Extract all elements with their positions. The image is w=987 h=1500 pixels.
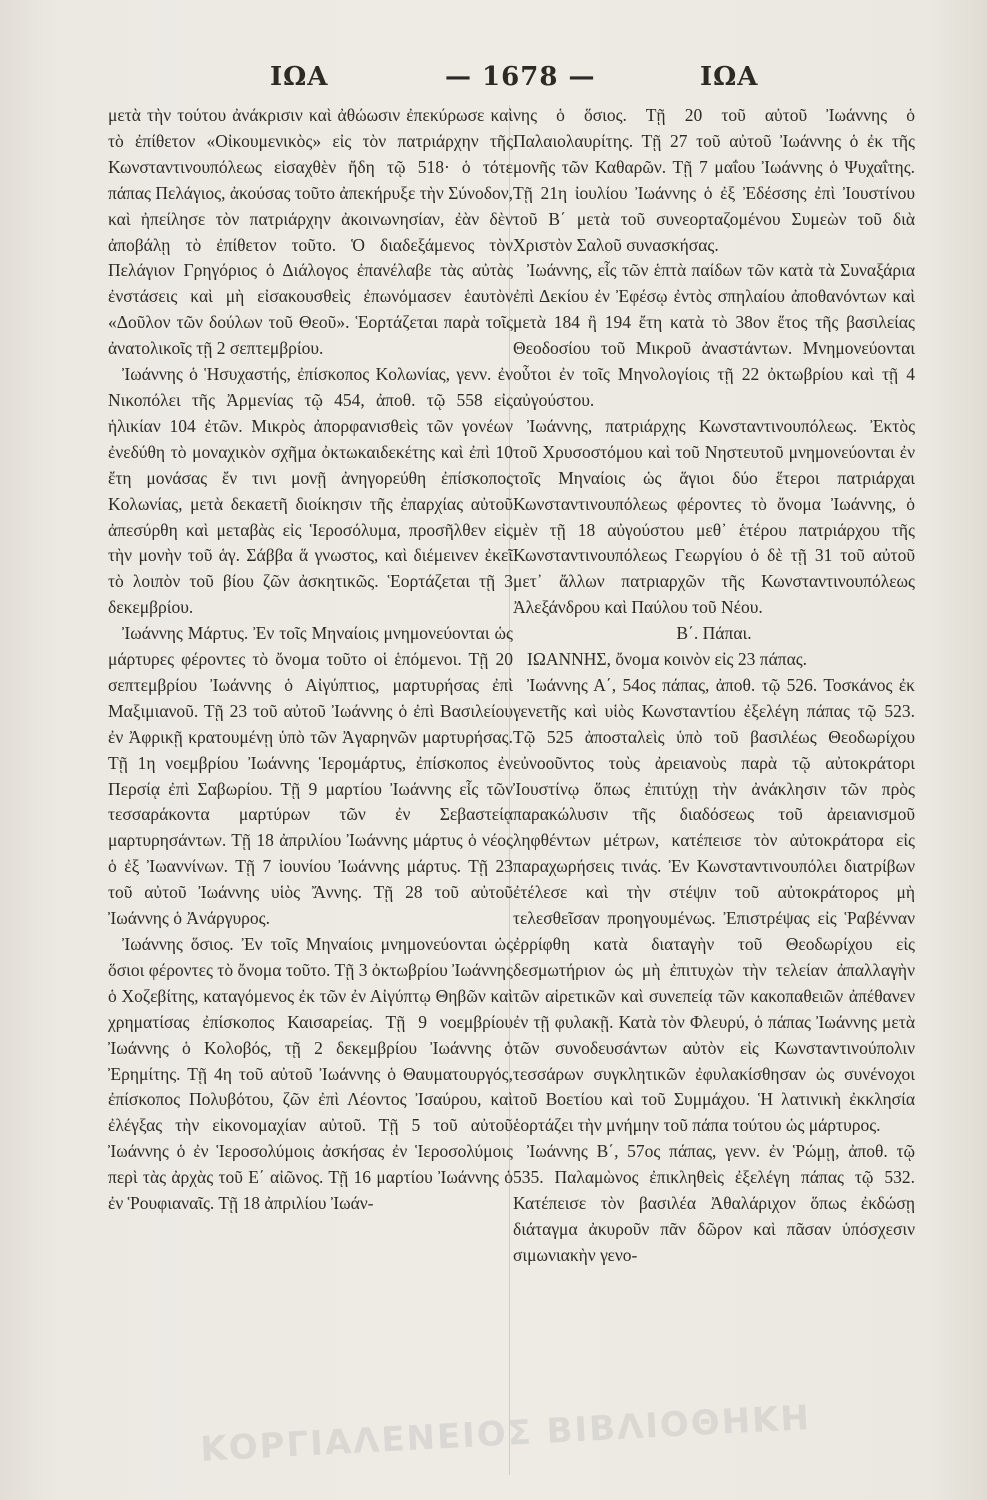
page-number: — 1678 — [445,62,596,92]
paragraph: νης ὁ ὅσιος. Τῇ 20 τοῦ αὐτοῦ Ἰωάννης ὁ Παλαιολαυρίτης. Τῇ 27 τοῦ αὐτοῦ Ἰωάννης ὁ ἐκ τῆς μονῆς τῶν Καθαρῶν. Τῇ 7 μαΐου Ἰωάννης ὁ Ψυχαΐτης. Τῇ 21η ἰουλίου Ἰωάννης ὁ ἐξ Ἐδέσσης ἐπὶ Ἰουστίνου τοῦ Β΄ μετὰ τοῦ συνεορταζομένου Συμεὼν τοῦ διὰ Χριστὸν Σαλοῦ συνασκήσας. [513,105,915,255]
left-column [108,103,513,1217]
section-heading: Β΄. Πάπαι. [676,623,752,644]
paragraph: Ἰωάννης, εἷς τῶν ἑπτὰ παίδων τῶν κατὰ τὰ Συναξάρια ἐπὶ Δεκίου ἐν Ἐφέσῳ ἐντὸς σπηλαίου ἀποθανόντων καὶ μετὰ 184 ἢ 194 ἔτη κατὰ τὸ 38ον ἔτος τῆς βασιλείας Θεοδοσίου τοῦ Μικροῦ ἀναστάντων. Μνημονεύονται οὗτοι ἐν τοῖς Μηνολογίοις τῇ 22 ὀκτωβρίου καὶ τῇ 4 αὐγούστου. [513,260,915,410]
paragraph: Ἰωάννης Μάρτυς. Ἐν τοῖς Μηναίοις μνημονεύονται ὡς μάρτυρες φέροντες τὸ ὄνομα τοῦτο οἱ ἑπόμενοι. Τῇ 20 σεπτεμβρίου Ἰωάννης ὁ Αἰγύπτιος, μαρτυρήσας ἐπὶ Μαξιμιανοῦ. Τῇ 23 τοῦ αὐτοῦ Ἰωάννης ὁ ἐπὶ Βασιλείου ἐν Ἀφρικῇ κρατουμένῃ ὑπὸ τῶν Ἀγαρηνῶν μαρτυρήσας. Τῇ 1η νοεμβρίου Ἰωάννης Ἱερομάρτυς, ἐπίσκοπος ἐν Περσίᾳ ἐπὶ Σαβωρίου. Τῇ 9 μαρτίου Ἰωάννης εἷς τῶν τεσσαράκοντα μαρτύρων τῶν ἐν Σεβαστείᾳ μαρτυρησάντων. Τῇ 18 ἀπριλίου Ἰωάννης μάρτυς ὁ νέος ὁ ἐξ Ἰωαννίνων. Τῇ 7 ἰουνίου Ἰωάννης μάρτυς. Τῇ 23 τοῦ αὐτοῦ Ἰωάννης υἱὸς Ἄννης. Τῇ 28 τοῦ αὐτοῦ Ἰωάννης ὁ Ἀνάργυρος. [108,623,513,929]
right-column [513,103,915,1269]
section-subheading: ΙΩΑΝΝΗΣ, ὄνομα κοινὸν εἰς 23 πάπας. [527,649,808,670]
paragraph: μετὰ τὴν τούτου ἀνάκρισιν καὶ ἀθώωσιν ἐπεκύρωσε καὶ τὸ ἐπίθετον «Οἰκουμενικὸς» εἰς τὸν πατριάρχην τῆς Κωνσταντινουπόλεως εἰσαχθὲν ἤδη τῷ 518· ὁ τότε πάπας Πελάγιος, ἀκούσας τοῦτο ἀπεκήρυξε τὴν Σύνοδον, καὶ ἠπείλησε τὸν πατριάρχην ἀκοινωνησίαν, ἐὰν δὲν ἀποβάλῃ τὸ ἐπίθετον τοῦτο. Ὁ διαδεξάμενος τὸν Πελάγιον Γρηγόριος ὁ Διάλογος ἐπανέλαβε τὰς αὐτὰς ἐνστάσεις καὶ μὴ εἰσακουσθεὶς ἐπωνόμασεν ἑαυτὸν «Δοῦλον τῶν δούλων τοῦ Θεοῦ». Ἑορτάζεται παρὰ τοῖς ἀνατολικοῖς τῇ 2 σεπτεμβρίου. [108,105,513,359]
running-head [100,62,910,102]
paragraph: Ἰωάννης ὅσιος. Ἐν τοῖς Μηναίοις μνημονεύονται ὡς ὅσιοι φέροντες τὸ ὄνομα τοῦτο. Τῇ 3 ὀκτωβρίου Ἰωάννης ὁ Χοζεβίτης, καταγόμενος ἐκ τῶν ἐν Αἰγύπτῳ Θηβῶν καὶ χρηματίσας ἐπίσκοπος Καισαρείας. Τῇ 9 νοεμβρίου Ἰωάννης ὁ Κολοβός, τῇ 2 δεκεμβρίου Ἰωάννης ὁ Ἐρημίτης. Τῇ 4η τοῦ αὐτοῦ Ἰωάννης ὁ Θαυματουργός, ἐπίσκοπος Πολυβότου, ζῶν ἐπὶ Λέοντος Ἰσαύρου, καὶ ἐλέγξας τὴν εἰκονομαχίαν αὐτοῦ. Τῇ 5 τοῦ αὐτοῦ Ἰωάννης ὁ ἐν Ἱεροσολύμοις ἀσκήσας ἐν Ἱεροσολύμοις περὶ τὰς ἀρχὰς τοῦ Ε΄ αἰῶνος. Τῇ 16 μαρτίου Ἰωάννης ὁ ἐν Ῥουφιαναῖς. Τῇ 18 ἀπριλίου Ἰωάν- [108,934,513,1214]
paragraph: Ἰωάννης, πατριάρχης Κωνσταντινουπόλεως. Ἐκτὸς τοῦ Χρυσοστόμου καὶ τοῦ Νηστευτοῦ μνημονεύονται ἐν τοῖς Μηναίοις ὡς ἅγιοι δύο ἕτεροι πατριάρχαι Κωνσταντινουπόλεως φέροντες τὸ ὄνομα Ἰωάννης, ὁ μὲν τῇ 18 αὐγούστου μεθ᾽ ἑτέρου πατριάρχου τῆς Κωνσταντινουπόλεως Γεωργίου ὁ δὲ τῇ 31 τοῦ αὐτοῦ μετ᾽ ἄλλων πατριαρχῶν τῆς Κωνσταντινουπόλεως Ἀλεξάνδρου καὶ Παύλου τοῦ Νέου. [513,415,915,618]
paragraph: Ἰωάννης ὁ Ἡσυχαστής, ἐπίσκοπος Κολωνίας, γενν. ἐν Νικοπόλει τῆς Ἀρμενίας τῷ 454, ἀποθ. τῷ 558 εἰς ἡλικίαν 104 ἐτῶν. Μικρὸς ἀπορφανισθεὶς τῶν γονέων ἐνεδύθη τὸ μοναχικὸν σχῆμα ὀκτωκαιδεκέτης καὶ ἐπὶ 10 ἔτη μονάσας ἔν τινι μονῇ ἀνηγορεύθη ἐπίσκοπος Κολωνίας, μετὰ δεκαετῆ διοίκησιν τῆς ἐπαρχίας αὐτοῦ ἀπεσύρθη καὶ μεταβὰς εἰς Ἱεροσόλυμα, προσῆλθεν εἰς τὴν μονὴν τοῦ ἁγ. Σάββα ἅ γνωστος, καὶ διέμεινεν ἐκεῖ τὸ λοιπὸν τοῦ βίου ζῶν ἀσκητικῶς. Ἑορτάζεται τῇ 3 δεκεμβρίου. [108,364,513,618]
paragraph: Ἰωάννης Β΄, 57ος πάπας, γενν. ἐν Ῥώμῃ, ἀποθ. τῷ 535. Παλαμὼνος ἐπικληθεὶς ἐξελέγη πάπας τῷ 532. Κατέπεισε τὸν βασιλέα Ἀθαλάριχον ὅπως ἐκδώσῃ διάταγμα ἀκυροῦν πᾶν δῶρον καὶ πᾶσαν ὑπόσχεσιν σιμωνιακὴν γενο- [513,1141,915,1265]
running-head-left: ΙΩΑ [270,62,329,92]
running-head-right: ΙΩΑ [700,62,759,92]
library-watermark: ΚΟΡΓΙΑΛΕΝΕΙΟΣ ΒΙΒΛΙΟΘΗΚΗ [199,1397,812,1470]
paragraph: Ἰωάννης Α΄, 54ος πάπας, ἀποθ. τῷ 526. Τοσκάνος ἐκ γενετῆς καὶ υἱὸς Κωνσταντίου ἐξελέγη πάπας τῷ 523. Τῷ 525 ἀποσταλεὶς ὑπὸ τοῦ βασιλέως Θεοδωρίχου εὐνοοῦντος τοὺς ἀρειανοὺς παρὰ τῷ αὐτοκράτορι Ἰουστίνῳ ὅπως ἐπιτύχῃ τὴν ἀνάκλησιν τῶν πρὸς παρακώλυσιν τῆς διαδόσεως τοῦ ἀρειανισμοῦ ληφθέντων μέτρων, κατέπεισε τὸν αὐτοκράτορα εἰς παραχωρήσεις τινάς. Ἐν Κωνσταντινουπόλει διατρίβων ἐτέλεσε καὶ τὴν στέψιν τοῦ αὐτοκράτορος μὴ τελεσθεῖσαν προηγουμένως. Ἐπιστρέψας εἰς Ῥαβένναν ἐρρίφθη κατὰ διαταγὴν τοῦ Θεοδωρίχου εἰς δεσμωτήριον ὡς μὴ ἐπιτυχὼν τὴν τελείαν ἀπαλλαγὴν τῶν αἱρετικῶν καὶ συνεπείᾳ τῶν κακοπαθειῶν ἀπέθανεν ἐν τῇ φυλακῇ. Κατὰ τὸν Φλευρύ, ὁ πάπας Ἰωάννης μετὰ τῶν συνοδευσάντων αὐτὸν εἰς Κωνσταντινούπολιν τεσσάρων συγκλητικῶν ἐφυλακίσθησαν ὡς συνένοχοι τοῦ Βοετίου καὶ τοῦ Συμμάχου. Ἡ λατινικὴ ἐκκλησία ἑορτάζει τὴν μνήμην τοῦ πάπα τούτου ὡς μάρτυρος. [513,674,915,1136]
